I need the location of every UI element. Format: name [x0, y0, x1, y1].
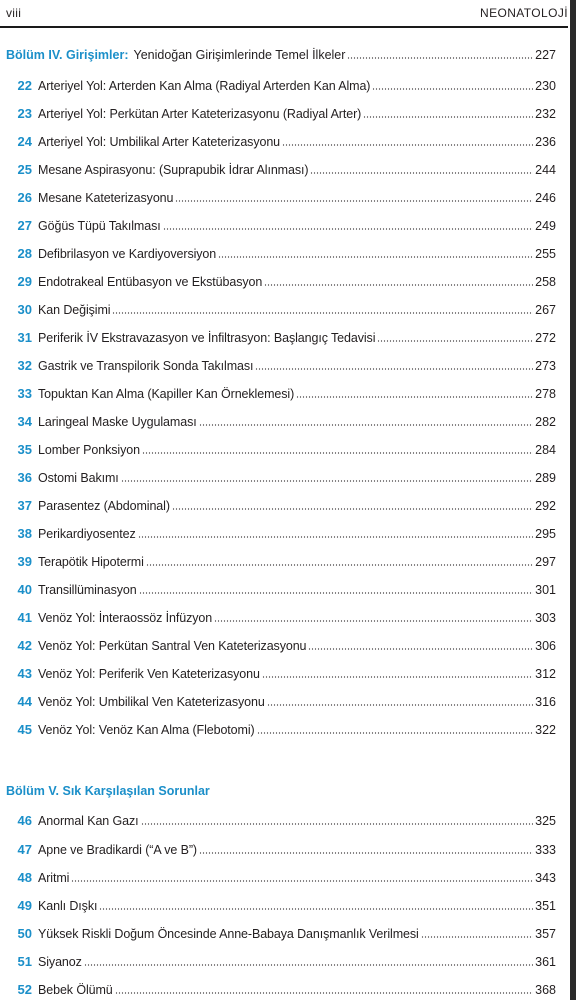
chapter-number: 31: [17, 330, 32, 345]
page-ref: 303: [535, 611, 556, 625]
page-ref: 368: [535, 983, 556, 997]
dot-leader: [255, 368, 533, 370]
dot-leader: [347, 57, 533, 59]
page-ref: 255: [535, 247, 556, 261]
chapter-number: 50: [17, 926, 32, 941]
chapter-title: Defibrilasyon ve Kardiyoversiyon: [38, 247, 217, 261]
page-ref: 316: [535, 695, 556, 709]
chapter-number: 49: [17, 898, 32, 913]
page-ref: 278: [535, 387, 556, 401]
page-ref: 272: [535, 331, 556, 345]
chapter-number: 29: [17, 274, 32, 289]
toc-entry: [6, 689, 556, 709]
page-ref: 343: [535, 871, 556, 885]
chapter-title: Arteriyel Yol: Arterden Kan Alma (Radiyal Arterden Kan Alma): [38, 79, 371, 93]
page-ref: 361: [535, 955, 556, 969]
chapter-title: Venöz Yol: Umbilikal Ven Kateterizasyonu: [38, 695, 265, 709]
page-ref: 306: [535, 639, 556, 653]
page-ref: 236: [535, 135, 556, 149]
chapter-title: Venöz Yol: Perkütan Santral Ven Kateterizasyonu: [38, 639, 307, 653]
chapter-number: 38: [17, 526, 32, 541]
page-ref: 357: [535, 927, 556, 941]
toc-entry: [6, 381, 556, 401]
toc-entry: [6, 101, 556, 121]
chapter-number: 51: [17, 954, 32, 969]
toc-entry: [6, 437, 556, 457]
part-label: Bölüm IV. Girişimler:: [6, 48, 129, 62]
page-number: viii: [6, 6, 22, 20]
chapter-title: Perikardiyosentez: [38, 527, 136, 541]
dot-leader: [163, 228, 534, 230]
chapter-number: 34: [17, 414, 32, 429]
chapter-number: 33: [17, 386, 32, 401]
chapter-title: Kan Değişimi: [38, 303, 111, 317]
page-ref: 312: [535, 667, 556, 681]
toc-entry: [6, 325, 556, 345]
dot-leader: [141, 823, 534, 825]
page-ref: 301: [535, 583, 556, 597]
toc-entry: [6, 185, 556, 205]
chapter-number: 47: [17, 842, 32, 857]
dot-leader: [363, 116, 533, 118]
page-ref: 273: [535, 359, 556, 373]
dot-leader: [421, 936, 533, 938]
dot-leader: [172, 508, 533, 510]
dot-leader: [296, 396, 533, 398]
dot-leader: [146, 564, 533, 566]
toc-entry: [6, 893, 556, 913]
page-ref: 292: [535, 499, 556, 513]
chapter-title: Yüksek Riskli Doğum Öncesinde Anne-Babaya Danışmanlık Verilmesi: [38, 927, 419, 941]
toc-entry: [6, 73, 556, 93]
dot-leader: [264, 284, 533, 286]
page-ref: 246: [535, 191, 556, 205]
toc-entry: [6, 465, 556, 485]
toc-entry: [6, 605, 556, 625]
chapter-number: 42: [17, 638, 32, 653]
chapter-number: 22: [17, 78, 32, 93]
toc-entry: [6, 808, 556, 828]
toc-entry: [6, 353, 556, 373]
chapter-number: 26: [17, 190, 32, 205]
toc-entry: [6, 977, 556, 997]
toc-entry: [6, 633, 556, 653]
chapter-number: 39: [17, 554, 32, 569]
chapter-number: 30: [17, 302, 32, 317]
dot-leader: [308, 648, 533, 650]
dot-leader: [112, 312, 533, 314]
dot-leader: [372, 88, 533, 90]
dot-leader: [115, 992, 534, 994]
toc-entry: [6, 577, 556, 597]
chapter-title: Arteriyel Yol: Umbilikal Arter Kateterizasyonu: [38, 135, 281, 149]
page-ref: 258: [535, 275, 556, 289]
page-ref: 230: [535, 79, 556, 93]
chapter-title: Apne ve Bradikardi (“A ve B”): [38, 843, 197, 857]
toc-entry: [6, 661, 556, 681]
chapter-title: Lomber Ponksiyon: [38, 443, 140, 457]
chapter-title: Topuktan Kan Alma (Kapiller Kan Örneklemesi): [38, 387, 295, 401]
chapter-title: Venöz Yol: Periferik Ven Kateterizasyonu: [38, 667, 260, 681]
page-ref: 289: [535, 471, 556, 485]
chapter-number: 45: [17, 722, 32, 737]
chapter-number: 27: [17, 218, 32, 233]
toc-entry: [6, 865, 556, 885]
chapter-title: Transillüminasyon: [38, 583, 137, 597]
toc-entry: [6, 493, 556, 513]
page-ref: 322: [535, 723, 556, 737]
chapter-number: 35: [17, 442, 32, 457]
chapter-number: 52: [17, 982, 32, 997]
page-ref: 351: [535, 899, 556, 913]
chapter-title: Laringeal Maske Uygulaması: [38, 415, 197, 429]
chapter-number: 23: [17, 106, 32, 121]
toc-entry: [6, 409, 556, 429]
chapter-number: 48: [17, 870, 32, 885]
chapter-title: Anormal Kan Gazı: [38, 814, 139, 828]
chapter-number: 37: [17, 498, 32, 513]
dot-leader: [257, 732, 534, 734]
chapter-title: Endotrakeal Entübasyon ve Ekstübasyon: [38, 275, 263, 289]
chapter-title: Venöz Yol: İnteraossöz İnfüzyon: [38, 611, 213, 625]
chapter-number: 36: [17, 470, 32, 485]
chapter-title: Terapötik Hipotermi: [38, 555, 144, 569]
chapter-number: 44: [17, 694, 32, 709]
chapter-title: Aritmi: [38, 871, 70, 885]
chapter-title: Kanlı Dışkı: [38, 899, 98, 913]
chapter-title: Gastrik ve Transpilorik Sonda Takılması: [38, 359, 254, 373]
chapter-title: Bebek Ölümü: [38, 983, 113, 997]
toc-entry: [6, 241, 556, 261]
page-ref: 232: [535, 107, 556, 121]
toc-entry: [6, 949, 556, 969]
chapter-number: 24: [17, 134, 32, 149]
book-title: NEONATOLOJİ: [480, 6, 568, 20]
chapter-number: 28: [17, 246, 32, 261]
chapter-number: 43: [17, 666, 32, 681]
right-edge-rule: [570, 0, 576, 1000]
toc-entry: [6, 717, 556, 737]
dot-leader: [267, 704, 533, 706]
page-ref: 244: [535, 163, 556, 177]
dot-leader: [282, 144, 533, 146]
dot-leader: [310, 172, 533, 174]
toc-entry: [6, 129, 556, 149]
toc-entry: [6, 157, 556, 177]
page-ref: 297: [535, 555, 556, 569]
page-ref: 249: [535, 219, 556, 233]
chapter-title: Arteriyel Yol: Perkütan Arter Kateterizasyonu (Radiyal Arter): [38, 107, 362, 121]
chapter-title: Mesane Kateterizasyonu: [38, 191, 174, 205]
page-ref: 282: [535, 415, 556, 429]
dot-leader: [142, 452, 533, 454]
chapter-number: 41: [17, 610, 32, 625]
chapter-title: Göğüs Tüpü Takılması: [38, 219, 161, 233]
page-ref: 325: [535, 814, 556, 828]
dot-leader: [138, 536, 533, 538]
chapter-title: Mesane Aspirasyonu: (Suprapubik İdrar Alınması): [38, 163, 309, 177]
dot-leader: [199, 424, 534, 426]
toc-entry: [6, 269, 556, 289]
part-title: Yenidoğan Girişimlerinde Temel İlkeler: [133, 48, 346, 62]
toc-entry: [6, 297, 556, 317]
dot-leader: [199, 852, 533, 854]
part-heading: [6, 778, 556, 798]
dot-leader: [84, 964, 533, 966]
toc-entry: [6, 837, 556, 857]
page-header: [0, 0, 568, 28]
dot-leader: [175, 200, 533, 202]
page-ref: 295: [535, 527, 556, 541]
chapter-title: Venöz Yol: Venöz Kan Alma (Flebotomi): [38, 723, 255, 737]
page-ref: 333: [535, 843, 556, 857]
dot-leader: [139, 592, 534, 594]
dot-leader: [218, 256, 533, 258]
chapter-number: 32: [17, 358, 32, 373]
dot-leader: [262, 676, 533, 678]
page-ref: 284: [535, 443, 556, 457]
dot-leader: [121, 480, 533, 482]
dot-leader: [377, 340, 533, 342]
dot-leader: [71, 880, 533, 882]
part-label: Bölüm V. Sık Karşılaşılan Sorunlar: [6, 784, 210, 798]
chapter-number: 25: [17, 162, 32, 177]
page-ref: 267: [535, 303, 556, 317]
toc-entry: [6, 213, 556, 233]
dot-leader: [99, 908, 533, 910]
part-heading: [6, 42, 556, 62]
page-ref: 227: [535, 48, 556, 62]
chapter-title: Ostomi Bakımı: [38, 471, 119, 485]
chapter-title: Parasentez (Abdominal): [38, 499, 170, 513]
toc-entry: [6, 549, 556, 569]
chapter-title: Periferik İV Ekstravazasyon ve İnfiltrasyon: Başlangıç Tedavisi: [38, 331, 376, 345]
chapter-number: 46: [17, 813, 32, 828]
chapter-title: Siyanoz: [38, 955, 82, 969]
chapter-number: 40: [17, 582, 32, 597]
toc-entry: [6, 521, 556, 541]
dot-leader: [214, 620, 533, 622]
toc-entry: [6, 921, 556, 941]
